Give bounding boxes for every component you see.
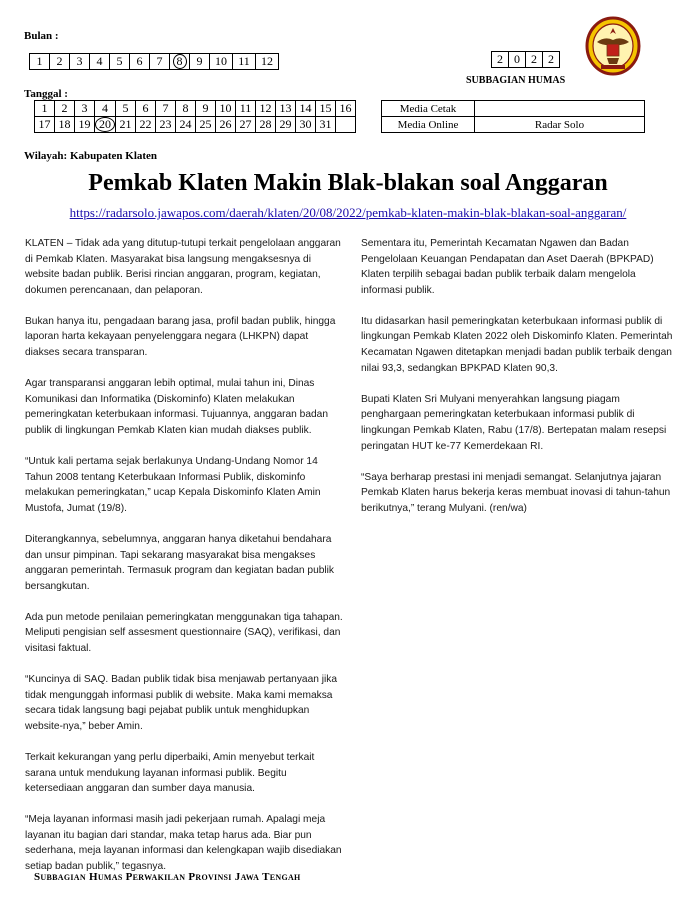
article-paragraph: Diterangkannya, sebelumnya, anggaran hanya diketahui bendahara dan unsur pimpinan. Tapi sekarang masyarakat bisa mengakses anggaran pemerintah. Termasuk program dan kegiatan badan publik bersangkutan. [25,533,335,592]
year-box [491,51,560,68]
month-cell: 6 [130,54,150,70]
page-footer: Subbagian Humas Perwakilan Provinsi Jawa Tengah [34,871,301,883]
article-paragraph: Terkait kekurangan yang perlu diperbaiki, Amin menyebut terkait sarana untuk mendukung layanan informasi publik. Begitu ketersediaan anggaran dan sumber daya manusia. [25,751,315,795]
article-paragraph: Agar transparansi anggaran lebih optimal, mulai tahun ini, Dinas Komunikasi dan Informatika (Diskominfo) Klaten melakukan pemeringkatan keterbukaan informasi. Tujuannya, anggaran badan publik di lingkungan Pemkab Klaten kian mudah diakses publik. [25,378,328,436]
day-cell: 19 [75,117,95,133]
day-cell: 17 [35,117,55,133]
month-cell: 10 [210,54,233,70]
day-cell: 23 [156,117,176,133]
article-paragraph: KLATEN – Tidak ada yang ditutup-tutupi terkait pengelolaan anggaran di Pemkab Klaten. Masyarakat bisa langsung mengaksesnya di website badan publik. Berisi rincian anggaran, program, kegiatan, dokumen perencanaan, dan pelaporan. [25,238,341,296]
media-online-value: Radar Solo [475,117,645,133]
month-cell: 7 [150,54,170,70]
month-cell: 5 [110,54,130,70]
month-cell: 3 [70,54,90,70]
month-cell: 11 [233,54,256,70]
day-cell: 21 [116,117,136,133]
year-digit: 2 [543,52,560,68]
day-cell: 26 [216,117,236,133]
media-online-label: Media Online [382,117,475,133]
selected-circle-mark: 20 [95,117,115,132]
month-cell: 4 [90,54,110,70]
day-cell: 8 [176,101,196,117]
day-cell [336,117,356,133]
article-paragraph: Bupati Klaten Sri Mulyani menyerahkan langsung piagam penghargaan pemeringkatan keterbukaan informasi publik di lingkungan Pemkab Klaten, Rabu (17/8). Bertepatan malam resepsi peringatan HUT ke-77 Kemerdekaan RI. [361,393,667,452]
day-cell: 25 [196,117,216,133]
month-cell: 2 [50,54,70,70]
media-table [381,100,645,133]
month-cell: 9 [190,54,210,70]
left-column [25,236,343,890]
media-cetak-value [475,101,645,117]
article-url-link[interactable]: https://radarsolo.jawapos.com/daerah/klaten/20/08/2022/pemkab-klaten-makin-blak-blakan-soal-anggaran/ [69,205,627,220]
month-cell [170,54,190,70]
month-grid [29,53,279,70]
day-cell: 13 [276,101,296,117]
garuda-emblem-icon [585,16,641,76]
day-cell: 22 [136,117,156,133]
month-cell: 12 [256,54,279,70]
media-cetak-label: Media Cetak [382,101,475,117]
day-cell: 10 [216,101,236,117]
article-paragraph: Ada pun metode penilaian pemeringkatan menggunakan tiga tahapan. Meliputi pengisian self assesment questionnaire (SAQ), verifikasi, dan visitasi faktual. [25,611,343,654]
month-cell: 1 [30,54,50,70]
year-digit: 0 [509,52,526,68]
day-cell: 2 [55,101,75,117]
selected-circle-mark: 8 [173,54,187,69]
right-column [361,236,673,532]
day-cell: 28 [256,117,276,133]
day-cell: 31 [316,117,336,133]
article-paragraph: “Meja layanan informasi masih jadi pekerjaan rumah. Apalagi meja layanan itu bagian dari standar, maka tetap harus ada. Biar pun sederhana, meja layanan informasi dan kelengkapan wajib disediakan setiap badan publik,” tegasnya. [25,814,342,872]
day-cell: 30 [296,117,316,133]
article-title: Pemkab Klaten Makin Blak-blakan soal Anggaran [88,170,608,196]
day-cell: 1 [35,101,55,117]
tanggal-label: Tanggal : [24,88,68,100]
article-paragraph: Itu didasarkan hasil pemeringkatan keterbukaan informasi publik di lingkungan Pemkab Klaten 2022 oleh Diskominfo Klaten. Pemerintah Kecamatan Ngawen ditetapkan menjadi badan publik terbaik dengan nilai 93,3, sedangkan BPKPAD Klaten 90,3. [361,315,673,374]
article-paragraph: “Saya berharap prestasi ini menjadi semangat. Selanjutnya jajaran Pemkab Klaten harus bekerja keras membuat inovasi di tahun-tahun berikutnya,” terang Mulyani. (ren/wa) [361,471,671,514]
day-cell [95,117,116,133]
day-cell: 11 [236,101,256,117]
article-paragraph: “Untuk kali pertama sejak berlakunya Undang-Undang Nomor 14 Tahun 2008 tentang Keterbukaan Informasi Publik, diskominfo melakukan pemeringkatan,” ucap Kepala Diskominfo Klaten Amin Mustofa, Jumat (19/8). [25,456,321,514]
day-grid [34,100,356,133]
day-cell: 5 [116,101,136,117]
day-cell: 4 [95,101,116,117]
day-cell: 12 [256,101,276,117]
day-cell: 18 [55,117,75,133]
article-paragraph: “Kuncinya di SAQ. Badan publik tidak bisa menjawab pertanyaan jika tidak mengunggah informasi publik di website. Maka kami memaksa secara tidak langsung bagi pejabat publik untuk menghidupkan website-nya,” beber Amin. [25,674,338,732]
year-digit: 2 [492,52,509,68]
day-cell: 16 [336,101,356,117]
day-cell: 3 [75,101,95,117]
day-cell: 6 [136,101,156,117]
wilayah-label: Wilayah: Kabupaten Klaten [24,150,158,162]
day-cell: 7 [156,101,176,117]
day-cell: 27 [236,117,256,133]
article-paragraph: Sementara itu, Pemerintah Kecamatan Ngawen dan Badan Pengelolaan Keuangan Pendapatan dan Aset Daerah (BPKPAD) Klaten terpilih sebagai badan publik terbaik dalam mengelola informasi publik. [361,238,654,296]
day-cell: 15 [316,101,336,117]
day-cell: 14 [296,101,316,117]
bulan-label: Bulan : [24,30,59,42]
day-cell: 29 [276,117,296,133]
article-paragraph: Bukan hanya itu, pengadaan barang jasa, profil badan publik, hingga laporan harta kekayaan penyelenggara negara (LHKPN) dapat diakses secara transparan. [25,315,336,359]
day-cell: 24 [176,117,196,133]
day-cell: 9 [196,101,216,117]
subbagian-label: SUBBAGIAN HUMAS [466,75,566,86]
year-digit: 2 [526,52,543,68]
